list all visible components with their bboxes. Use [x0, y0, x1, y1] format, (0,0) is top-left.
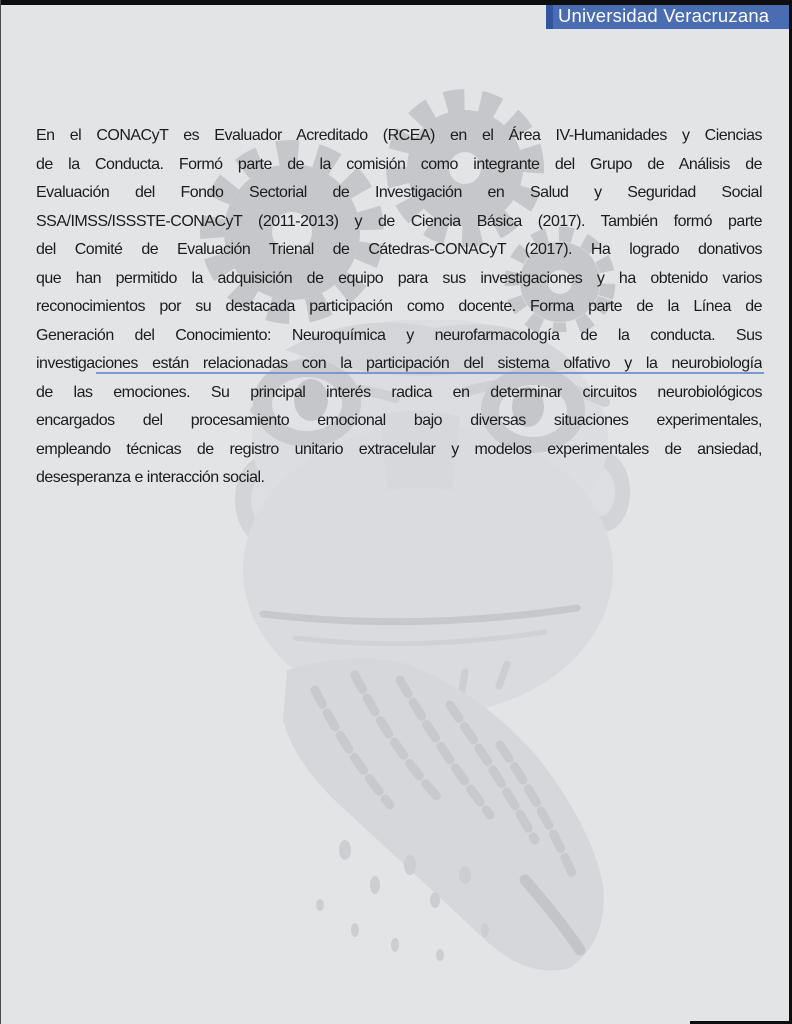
link-underline — [96, 372, 764, 374]
paragraph-line: de las emociones. Su principal interés radica en determinar circuitos neurobiológicos — [36, 383, 762, 401]
paragraph-line: del Comité de Evaluación Trienal de Cátedras-CONACyT (2017). Ha logrado donativos — [36, 241, 762, 258]
paragraph-line: desesperanza e interacción social. — [36, 469, 265, 486]
bio-paragraph — [36, 122, 762, 493]
paragraph-line: empleando técnicas de registro unitario extracelular y modelos experimentales de ansiedad, — [36, 440, 762, 458]
paragraph-line: En el CONACyT es Evaluador Acreditado (RCEA) en el Área IV-Humanidades y Ciencias — [36, 127, 762, 144]
paragraph-line-underlined: investigaciones están relacionadas con la participación del sistema olfativo y la neurobiología — [36, 355, 762, 372]
page-frame-left — [0, 0, 1, 1024]
paragraph-line: encargados del procesamiento emocional bajo diversas situaciones experimentales, — [36, 412, 762, 429]
paragraph-line: de la Conducta. Formó parte de la comisión como integrante del Grupo de Análisis de — [36, 155, 762, 173]
university-logo — [546, 4, 789, 29]
page-frame-top — [0, 0, 792, 5]
paragraph-line: Evaluación del Fondo Sectorial de Investigación en Salud y Seguridad Social — [36, 184, 762, 201]
paragraph-line: reconocimientos por su destacada participación como docente. Forma parte de la Línea de — [36, 298, 762, 315]
paragraph-line: Generación del Conocimiento: Neuroquímica y neurofarmacología de la conducta. Sus — [36, 326, 762, 344]
university-logo-text: Universidad Veracruzana — [558, 5, 770, 27]
paragraph-line: que han permitido la adquisición de equipo para sus investigaciones y ha obtenido varios — [36, 269, 762, 287]
paragraph-line: SSA/IMSS/ISSSTE-CONACyT (2011-2013) y de Ciencia Básica (2017). También formó parte — [36, 212, 762, 230]
